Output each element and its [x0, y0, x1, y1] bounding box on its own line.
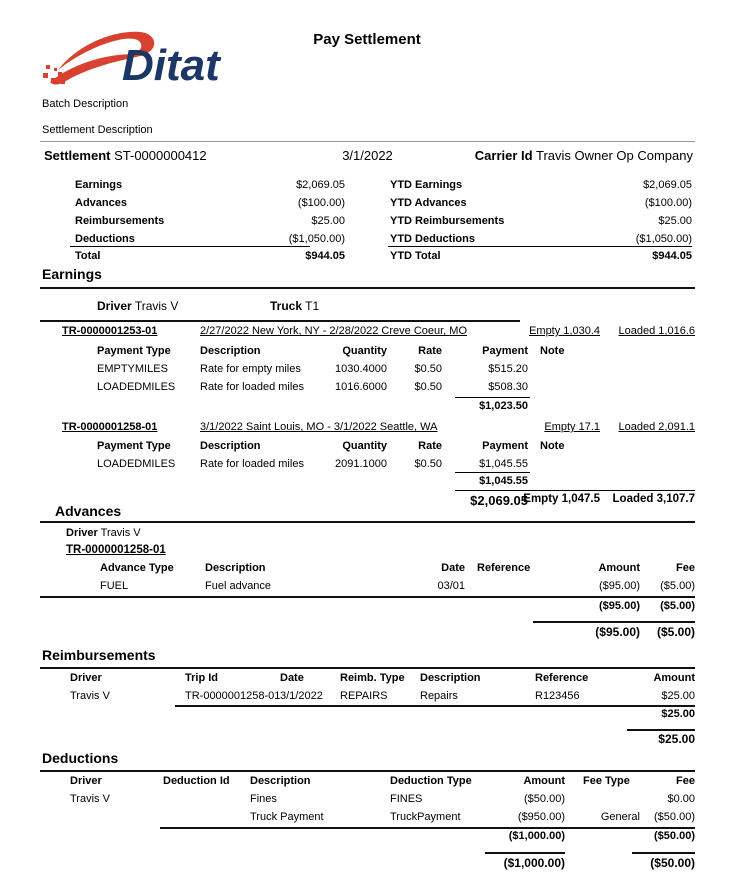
col-header-rate: Rate: [418, 345, 442, 357]
cell-date: 03/01: [437, 580, 465, 592]
deductions-columns-row: [40, 775, 695, 791]
reimbursements-section-title: Reimbursements: [42, 647, 156, 663]
cell-payment-type: LOADEDMILES: [97, 381, 176, 393]
cell-description: Repairs: [420, 690, 458, 702]
cell-reference: R123456: [535, 690, 580, 702]
col-header-note: Note: [540, 345, 565, 357]
cell-trip-id: TR-0000001258-01: [185, 690, 281, 702]
divider: [40, 141, 695, 142]
settlement-id: ST-0000000412: [114, 148, 207, 163]
divider: [40, 596, 695, 598]
col-header-reference: Reference: [477, 562, 531, 574]
deductions-total-row: [40, 856, 695, 872]
summary-total-row: [40, 250, 695, 266]
earnings-total-empty: Empty 1,047.5: [523, 493, 600, 505]
cell-driver: Travis V: [70, 793, 110, 805]
divider: [485, 852, 565, 854]
deductions-section-title: Deductions: [42, 750, 119, 766]
cell-description: Rate for loaded miles: [200, 381, 304, 393]
advances-subtotal-fee: ($5.00): [660, 600, 695, 612]
earnings-total-loaded: Loaded 3,107.7: [612, 493, 695, 505]
summary-row: [40, 179, 695, 195]
cell-amount: ($950.00): [517, 811, 565, 823]
summary-label: Earnings: [75, 179, 123, 191]
summary-amount: $25.00: [311, 215, 345, 227]
summary-amount: ($1,050.00): [288, 233, 345, 245]
cell-payment: $1,045.55: [479, 458, 528, 470]
earnings-row: [40, 363, 695, 379]
driver-group: [66, 527, 141, 539]
col-header-note: Note: [540, 440, 565, 452]
deductions-subtotal-row: [40, 830, 695, 846]
cell-payment: $508.30: [488, 381, 528, 393]
cell-payment-type: EMPTYMILES: [97, 363, 168, 375]
col-header-driver: Driver: [70, 775, 102, 787]
divider: [40, 287, 695, 289]
summary-amount: ($100.00): [297, 197, 345, 209]
carrier-group: [475, 148, 693, 163]
advances-trip-row: [40, 544, 695, 560]
earnings-section-title: Earnings: [42, 266, 102, 282]
cell-amount: ($50.00): [524, 793, 565, 805]
deductions-row: [40, 793, 695, 809]
truck-label: Truck: [270, 299, 303, 313]
earnings-row: [40, 381, 695, 397]
col-header-reimb-type: Reimb. Type: [340, 672, 405, 684]
advances-columns-row: [40, 562, 695, 578]
cell-rate: $0.50: [414, 381, 442, 393]
col-header-reference: Reference: [535, 672, 589, 684]
trip-subtotal: $1,045.55: [479, 475, 528, 487]
col-header-quantity: Quantity: [342, 345, 387, 357]
col-header-amount: Amount: [523, 775, 565, 787]
summary-label: Reimbursements: [75, 215, 165, 227]
settlement-date: 3/1/2022: [342, 148, 393, 163]
col-header-payment: Payment: [482, 345, 528, 357]
trip-header-row: [40, 421, 695, 437]
cell-fee-type: General: [600, 811, 640, 823]
summary-total-amount: $944.05: [305, 250, 345, 262]
col-header-driver: Driver: [70, 672, 102, 684]
cell-reimb-type: REPAIRS: [340, 690, 388, 702]
deductions-subtotal-fee: ($50.00): [654, 830, 695, 842]
cell-rate: $0.50: [414, 363, 442, 375]
summary-amount: $2,069.05: [296, 179, 345, 191]
divider: [388, 246, 692, 247]
cell-fee: ($5.00): [660, 580, 695, 592]
ytd-amount: $25.00: [658, 215, 692, 227]
col-header-amount: Amount: [653, 672, 695, 684]
col-header-deduction-type: Deduction Type: [390, 775, 472, 787]
reimbursements-total-row: [40, 732, 695, 748]
cell-quantity: 1030.4000: [335, 363, 387, 375]
trip-id: TR-0000001253-01: [62, 325, 158, 337]
advances-total-fee: ($5.00): [656, 625, 695, 639]
settlement-label: Settlement: [44, 148, 111, 163]
trip-loaded-miles: Loaded 2,091.1: [618, 421, 695, 433]
col-header-description: Description: [250, 775, 311, 787]
col-header-trip-id: Trip Id: [185, 672, 218, 684]
earnings-columns-row: [40, 440, 695, 456]
col-header-payment-type: Payment Type: [97, 345, 171, 357]
advances-total-amount: ($95.00): [595, 625, 640, 639]
divider: [160, 827, 695, 829]
col-header-description: Description: [205, 562, 266, 574]
divider: [632, 852, 695, 854]
ytd-label: YTD Earnings: [390, 179, 463, 191]
cell-deduction-type: TruckPayment: [390, 811, 461, 823]
cell-rate: $0.50: [414, 458, 442, 470]
divider: [455, 397, 530, 398]
settlement-row: [40, 148, 695, 164]
col-header-deduction-id: Deduction Id: [163, 775, 230, 787]
trip-id: TR-0000001258-01: [66, 544, 166, 556]
cell-fee: ($50.00): [654, 811, 695, 823]
summary-total-label: Total: [75, 250, 101, 262]
carrier-name: Travis Owner Op Company: [535, 148, 693, 163]
reimbursements-subtotal: $25.00: [661, 708, 695, 720]
driver-name: Travis V: [134, 299, 179, 313]
trip-id: TR-0000001258-01: [62, 421, 158, 433]
divider: [533, 621, 695, 623]
logo-wordmark: Ditat: [122, 41, 220, 90]
reimbursements-row: [40, 690, 695, 706]
cell-quantity: 2091.1000: [335, 458, 387, 470]
advances-subtotal-row: [40, 600, 695, 616]
ytd-amount: ($1,050.00): [635, 233, 692, 245]
cell-advance-type: FUEL: [100, 580, 129, 592]
trip-subtotal-row: [40, 400, 695, 416]
divider: [40, 521, 695, 523]
divider: [40, 770, 695, 772]
trip-empty-miles: Empty 17.1: [544, 421, 600, 433]
col-header-amount: Amount: [598, 562, 640, 574]
col-header-advance-type: Advance Type: [100, 562, 174, 574]
trip-route: 3/1/2022 Saint Louis, MO - 3/1/2022 Seattle, WA: [200, 421, 438, 433]
carrier-id-label: Carrier Id: [474, 148, 533, 163]
divider: [455, 472, 530, 473]
deductions-total-amount: ($1,000.00): [503, 856, 565, 870]
earnings-driver-row: [40, 299, 695, 315]
reimbursements-total: $25.00: [658, 732, 695, 746]
col-header-description: Description: [420, 672, 481, 684]
deductions-row: [40, 811, 695, 827]
cell-payment-type: LOADEDMILES: [97, 458, 176, 470]
col-header-payment: Payment: [482, 440, 528, 452]
driver-label: Driver: [97, 299, 132, 313]
cell-deduction-type: FINES: [390, 793, 423, 805]
cell-payment: $515.20: [488, 363, 528, 375]
divider: [70, 246, 310, 247]
col-header-fee: Fee: [676, 562, 695, 574]
trip-subtotal-row: [40, 475, 695, 491]
col-header-description: Description: [200, 345, 261, 357]
advances-driver-row: [40, 527, 695, 543]
summary-label: Deductions: [75, 233, 135, 245]
cell-description: Truck Payment: [250, 811, 324, 823]
advances-subtotal-amount: ($95.00): [599, 600, 640, 612]
page-title: Pay Settlement: [313, 31, 421, 48]
driver-label: Driver: [66, 527, 98, 539]
col-header-rate: Rate: [418, 440, 442, 452]
col-header-description: Description: [200, 440, 261, 452]
deductions-subtotal-amount: ($1,000.00): [508, 830, 565, 842]
cell-description: Rate for empty miles: [200, 363, 301, 375]
summary-label: Advances: [75, 197, 127, 209]
ytd-amount: $2,069.05: [643, 179, 692, 191]
divider: [627, 729, 695, 731]
divider: [40, 320, 520, 322]
reimbursements-subtotal-row: [40, 708, 695, 724]
trip-route: 2/27/2022 New York, NY - 2/28/2022 Creve Coeur, MO: [200, 325, 468, 337]
trip-header-row: [40, 325, 695, 341]
cell-amount: $25.00: [661, 690, 695, 702]
driver-name: Travis V: [100, 527, 141, 539]
trip-subtotal: $1,023.50: [479, 400, 528, 412]
ytd-label: YTD Deductions: [390, 233, 475, 245]
cell-driver: Travis V: [70, 690, 110, 702]
advances-total-row: [40, 625, 695, 641]
col-header-date: Date: [280, 672, 304, 684]
driver-group: [97, 299, 178, 313]
truck-id: T1: [305, 299, 320, 313]
cell-quantity: 1016.6000: [335, 381, 387, 393]
earnings-grand-total-row: [40, 493, 695, 509]
advances-section-title: Advances: [55, 503, 122, 519]
divider: [455, 490, 695, 491]
truck-group: [270, 299, 319, 313]
summary-row: [40, 197, 695, 213]
col-header-date: Date: [441, 562, 465, 574]
batch-description-label: Batch Description: [42, 98, 129, 110]
advances-row: [40, 580, 695, 596]
ytd-label: YTD Reimbursements: [390, 215, 505, 227]
cell-description: Fuel advance: [205, 580, 272, 592]
settlement-description-label: Settlement Description: [42, 124, 153, 136]
ytd-amount: ($100.00): [644, 197, 692, 209]
reimbursements-columns-row: [40, 672, 695, 688]
divider: [40, 667, 695, 669]
cell-fee: $0.00: [667, 793, 695, 805]
trip-empty-miles: Empty 1,030.4: [529, 325, 600, 337]
ytd-total-amount: $944.05: [652, 250, 692, 262]
col-header-fee-type: Fee Type: [583, 775, 630, 787]
summary-row: [40, 215, 695, 231]
col-header-payment-type: Payment Type: [97, 440, 171, 452]
col-header-quantity: Quantity: [342, 440, 387, 452]
earnings-row: [40, 458, 695, 474]
cell-amount: ($95.00): [599, 580, 640, 592]
divider: [175, 705, 695, 707]
cell-description: Rate for loaded miles: [200, 458, 304, 470]
deductions-total-fee: ($50.00): [650, 856, 695, 870]
cell-description: Fines: [250, 793, 277, 805]
earnings-grand-total: $2,069.05: [470, 493, 528, 508]
ytd-label: YTD Advances: [390, 197, 467, 209]
col-header-fee: Fee: [676, 775, 695, 787]
cell-date: 3/1/2022: [280, 690, 323, 702]
trip-loaded-miles: Loaded 1,016.6: [618, 325, 695, 337]
earnings-columns-row: [40, 345, 695, 361]
ytd-total-label: YTD Total: [390, 250, 441, 262]
